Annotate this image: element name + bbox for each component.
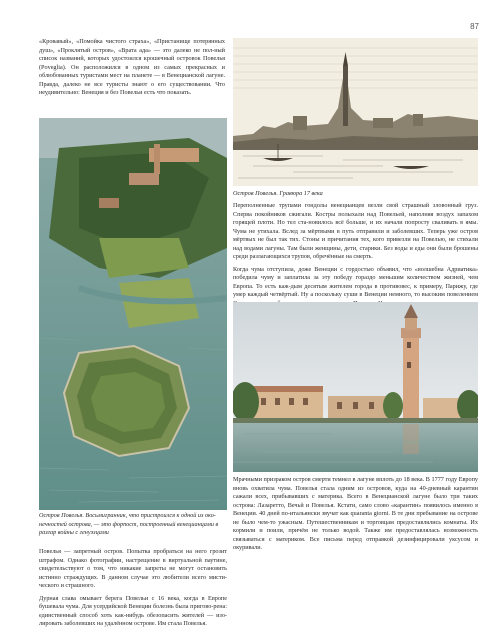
engraving-image xyxy=(233,38,478,186)
intro-text xyxy=(39,38,225,102)
engraving-caption: Остров Повелья. Гравюра 17 века xyxy=(233,190,323,197)
right-bottom-text xyxy=(233,476,478,557)
tower-photo xyxy=(233,302,478,472)
right-column-text xyxy=(233,202,478,312)
right-paragraph-1: Переполненные трупами гондолы венецианцев везли свой страшный зловонный груз. Сперва покойников сжигали. Костры полыхали над Повельей, наполняя воздух запахом горящей плоти. Но тел ста-новилось всё больше, и их начали попросту сваливать в ямы. Чума не утихала. Вслед за мёртвыми в путь отправили и заболевших. Теперь уже остров мёртвых не был так тих. Стоны и причитания тех, кого привезли на Повелью, не стихали над водами лагуны. Там были женщины, дети, старики. Без воды и еды они были брошены среди разлагающихся трупов, обречённые на смерть. xyxy=(233,202,478,260)
left-bottom-paragraph-2: Дурная слава омывает берега Повельи с 16 века, когда в Европе бушевала чума. Для усердийской Венеции болезнь была пригово-рена: единственный способ хоть как-нибудь обезопасить жителей — изо-лировать заболевших на удалённом острове. Им стала Повелья. xyxy=(39,594,227,627)
right-paragraph-2: Когда чума отступила, доже Венеции с гордостью объявил, что «волшебна Адриатика» победила чуму и заплатила за эту победу гораздо меньшим количеством жизней, чем Европа. То есть каж-дым десятым жителем города в противовес, к примеру, Парижу, где умер каждый четвёртый. Ну а поскольку суши в Венеции немного, то высоким повелением xyxy=(233,265,478,298)
page-number: 87 xyxy=(470,22,479,31)
aerial-photo xyxy=(39,118,227,510)
left-bottom-text xyxy=(39,548,227,633)
aerial-caption: Остров Повелья. Восьмигранник, что пристроился к одной из око-нечностей острова, — это форпост, построенный венецианцами в разгар войны с генуэзцами xyxy=(39,512,219,536)
left-bottom-paragraph-1: Повелья — запретный остров. Попытка пробраться на него грозит штрафом. Однако фотографии, настрещение в виртуальной паутине, свидетельствуют о том, что никакие запреты не могут остановить истинно страждущих. В данном случае это любители всего мисти-ческого и страшного. xyxy=(39,548,227,589)
right-bottom-paragraph-1: Мрачными призраком остров смерти темнел в лагуне вплоть до 18 века. В 1777 году Европу вновь охватила чума. Повелья стала одним из островов, куда на 40-дневный карантин сажали всех, прибывавших с материка. Всего в Венецианской лагуне было три таких острова: Лазаретто, Вечьй и Повелья. Кстати, само слово «карантин» появилось именно в Венеции. 40 дней по-итальянски звучат как quaranta giorni. В те дни пребывание на острове не было чем-то ужасным. Путешественникам и торговцам предоставлялись комнаты. Их кормили и поили, причём не только водой. Также им предоставлялась возможность связываться с материком. Все письма перед отправкой дезинфицировали уксусом и окуривали. xyxy=(233,476,478,551)
intro-paragraph: «Кровавый», «Помойка чистого страха», «Пристанище потерянных душ», «Проклятый остров», «Врата ада» — это далеко не пол-ный список названий, которых удостоился крошечный островок Повелья (Poveglia). Он расположился в одном из самых прекрасных и облюбованных туристами мест на планете — в Венецианской лагуне. Правда, далеко не все туристы знают о его существовании. Что неудивительно: Венеция и без Повельи есть что показать. xyxy=(39,38,225,96)
